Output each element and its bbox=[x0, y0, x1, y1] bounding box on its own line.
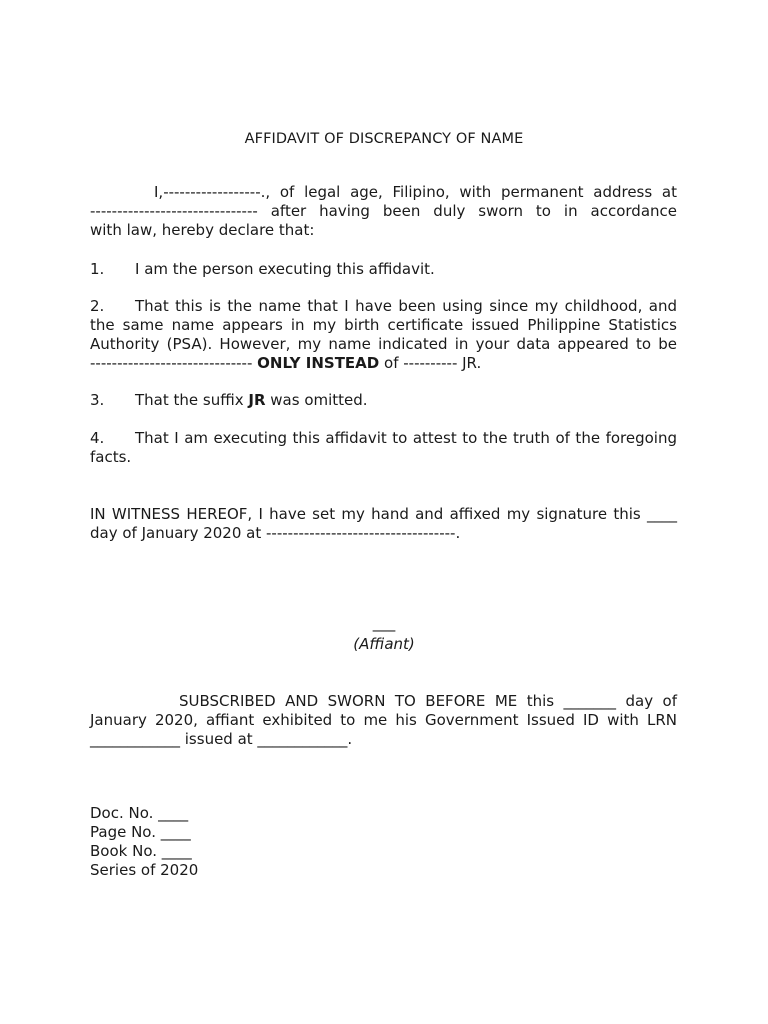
item-2-line-4-pre: ------------------------------ bbox=[90, 354, 258, 372]
item-2-only-instead: ONLY INSTEAD bbox=[257, 354, 380, 372]
item-2 bbox=[90, 297, 677, 373]
notarial-block bbox=[90, 804, 677, 880]
witness-line-1: IN WITNESS HEREOF, I have set my hand and affixed my signature this ____ bbox=[90, 505, 677, 523]
intro-paragraph bbox=[90, 183, 677, 240]
doc-no: Doc. No. ____ bbox=[90, 804, 189, 822]
series: Series of 2020 bbox=[90, 861, 199, 879]
subscribed-line-1-text: SUBSCRIBED AND SWORN TO BEFORE ME this _______ day of bbox=[179, 692, 677, 710]
page-no: Page No. ____ bbox=[90, 823, 191, 841]
item-2-line-4 bbox=[90, 354, 677, 373]
item-2-line-1-text: That this is the name that I have been using since my childhood, and bbox=[135, 297, 677, 315]
item-3-text-post: was omitted. bbox=[265, 391, 368, 409]
intro-line-1-text: I,------------------., of legal age, Filipino, with permanent address at bbox=[154, 183, 677, 201]
signature-line: ___ bbox=[372, 614, 396, 632]
item-3-suffix: JR bbox=[248, 391, 266, 409]
item-2-number: 2. bbox=[90, 297, 105, 315]
intro-line-1 bbox=[90, 183, 677, 202]
subscribed-line-3: ____________ issued at ____________. bbox=[90, 730, 353, 748]
item-4-line-1-text: That I am executing this affidavit to attest to the truth of the foregoing bbox=[135, 429, 677, 447]
intro-line-3: with law, hereby declare that: bbox=[90, 221, 315, 239]
subscribed-line-2: January 2020, affiant exhibited to me his Government Issued ID with LRN bbox=[90, 711, 677, 729]
item-2-line-4-post: of ---------- JR. bbox=[379, 354, 482, 372]
item-3 bbox=[90, 391, 677, 410]
document-title: AFFIDAVIT OF DISCREPANCY OF NAME bbox=[244, 131, 524, 147]
item-3-text-pre: That the suffix bbox=[135, 391, 249, 409]
book-no: Book No. ____ bbox=[90, 842, 192, 860]
item-4 bbox=[90, 429, 677, 467]
item-1-text: I am the person executing this affidavit. bbox=[135, 260, 435, 278]
intro-line-2: ------------------------------- after having been duly sworn to in accordance bbox=[90, 202, 677, 220]
item-2-line-2: the same name appears in my birth certificate issued Philippine Statistics bbox=[90, 316, 677, 334]
affiant-label: (Affiant) bbox=[353, 635, 415, 653]
item-4-line-1 bbox=[90, 429, 677, 448]
item-2-line-3: Authority (PSA). However, my name indicated in your data appeared to be bbox=[90, 335, 677, 353]
subscribed-paragraph bbox=[90, 692, 677, 749]
item-1-number: 1. bbox=[90, 260, 105, 278]
witness-paragraph bbox=[90, 505, 677, 543]
item-1 bbox=[90, 260, 677, 279]
item-4-number: 4. bbox=[90, 429, 105, 447]
subscribed-line-1 bbox=[90, 692, 677, 711]
item-2-line-1 bbox=[90, 297, 677, 316]
item-3-number: 3. bbox=[90, 391, 105, 409]
witness-line-2: day of January 2020 at -----------------------------------. bbox=[90, 524, 461, 542]
item-4-line-2: facts. bbox=[90, 448, 132, 466]
